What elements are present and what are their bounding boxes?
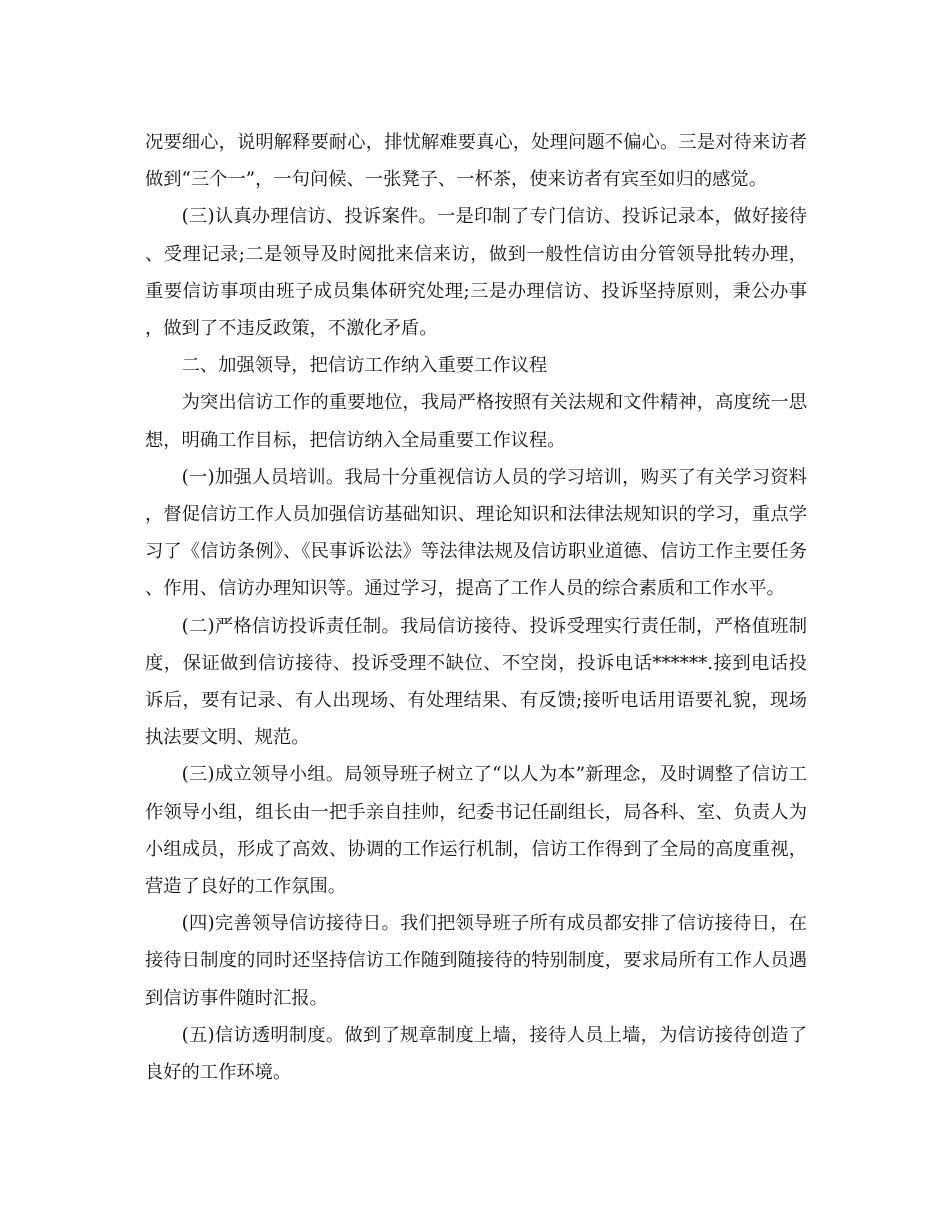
paragraph-continuation: 况要细心，说明解释要耐心，排忧解难要真心，处理问题不偏心。三是对待来访者做到“三个一”，一句问候、一张凳子、一杯茶，使来访者有宾至如归的感觉。 (145, 132, 807, 191)
paragraph-section-intro: 为突出信访工作的重要地位，我局严格按照有关法规和文件精神，高度统一思想，明确工作目标，把信访纳入全局重要工作议程。 (145, 392, 807, 451)
paragraph-reception-day: (四)完善领导信访接待日。我们把领导班子所有成员都安排了信访接待日，在接待日制度的同时还坚持信访工作随到随接待的特别制度，要求局所有工作人员遇到信访事件随时汇报。 (145, 913, 807, 1009)
paragraph-responsibility-system: (二)严格信访投诉责任制。我局信访接待、投诉受理实行责任制，严格值班制度，保证做到信访接待、投诉受理不缺位、不空岗，投诉电话******.接到电话投诉后，要有记录、有人出现场、有处理结果、有反馈;接听电话用语要礼貌，现场执法要文明、规范。 (145, 615, 807, 749)
section-heading-strengthen-leadership: 二、加强领导，把信访工作纳入重要工作议程 (181, 355, 548, 377)
paragraph-staff-training: (一)加强人员培训。我局十分重视信访人员的学习培训，购买了有关学习资料，督促信访工作人员加强信访基础知识、理论知识和法律法规知识的学习，重点学习了《信访条例》、《民事诉讼法》等法律法规及信访职业道德、信访工作主要任务、作用、信访办理知识等。通过学习，提高了工作人员的综合素质和工作水平。 (145, 466, 807, 600)
paragraph-transparency: (五)信访透明制度。做到了规章制度上墙，接待人员上墙，为信访接待创造了良好的工作环境。 (145, 1024, 807, 1084)
paragraph-leading-group: (三)成立领导小组。局领导班子树立了“以人为本”新理念，及时调整了信访工作领导小组，组长由一把手亲自挂帅，纪委书记任副组长，局各科、室、负责人为小组成员，形成了高效、协调的工作运行机制，信访工作得到了全局的高度重视，营造了良好的工作氛围。 (145, 764, 807, 898)
paragraph-handle-complaints: (三)认真办理信访、投诉案件。一是印制了专门信访、投诉记录本，做好接待、受理记录;二是领导及时阅批来信来访，做到一般性信访由分管领导批转办理，重要信访事项由班子成员集体研究处理;三是办理信访、投诉坚持原则，秉公办事，做到了不违反政策，不激化矛盾。 (145, 206, 807, 340)
document-body (145, 124, 807, 1091)
